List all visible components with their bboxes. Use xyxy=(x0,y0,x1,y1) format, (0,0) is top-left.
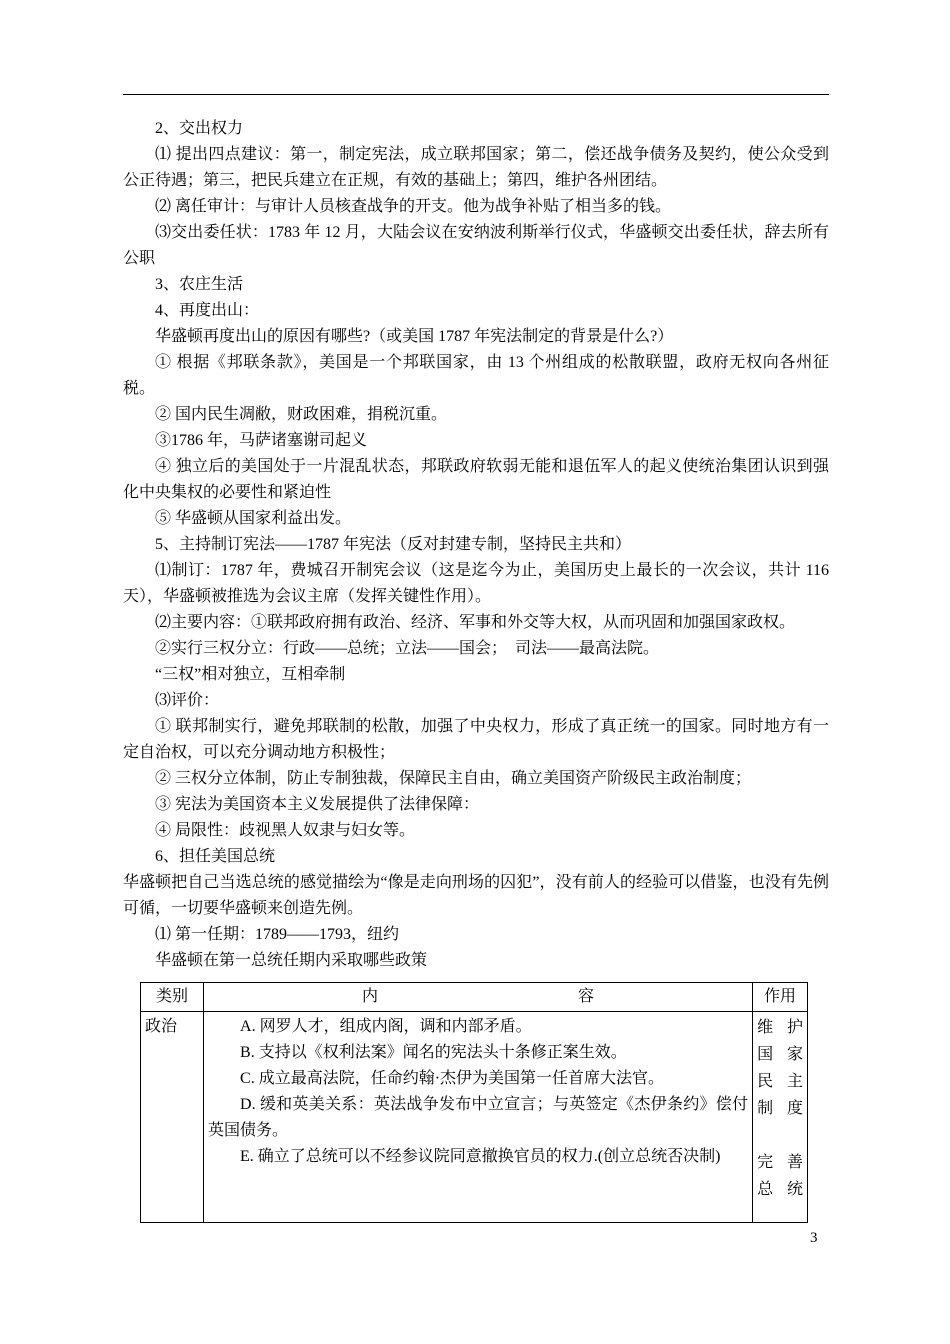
effect-line: 国 家 xyxy=(757,1046,803,1063)
policy-item: A. 网罗人才，组成内阁，调和内部矛盾。 xyxy=(240,1018,532,1035)
policy-item: E. 确立了总统可以不经参议院同意撤换官员的权力.(创立总统否决制) xyxy=(240,1148,721,1165)
header-rule xyxy=(123,94,829,95)
paragraph: ⑴ 第一任期：1789——1793，纽约 xyxy=(155,926,400,943)
table-cell-content xyxy=(204,1012,753,1223)
table-header-category: 类别 xyxy=(141,983,204,1012)
paragraph: 华盛顿再度出山的原因有哪些?（或美国 1787 年宪法制定的背景是什么?） xyxy=(155,328,674,345)
paragraph: ⑵主要内容：①联邦政府拥有政治、经济、军事和外交等大权，从而巩固和加强国家政权。 xyxy=(155,614,796,631)
page-number: 3 xyxy=(810,1230,818,1246)
document-content xyxy=(123,116,829,1223)
paragraph: ⑶交出委任状：1783 年 12 月，大陆会议在安纳波利斯举行仪式，华盛顿交出委任状，辞去所有公职 xyxy=(123,224,829,267)
table-cell-category: 政治 xyxy=(141,1012,204,1223)
paragraph: 5、主持制订宪法——1787 年宪法（反对封建专制，坚持民主共和） xyxy=(155,536,632,553)
policy-item: B. 支持以《权利法案》闻名的宪法头十条修正案生效。 xyxy=(240,1044,627,1061)
policy-table xyxy=(140,982,808,1223)
effect-line: 维 护 xyxy=(757,1019,803,1036)
paragraph: 4、再度出山： xyxy=(155,302,260,319)
paragraph: ② 三权分立体制，防止专制独裁，保障民主自由，确立美国资产阶级民主政治制度； xyxy=(155,770,752,787)
paragraph: 3、农庄生活 xyxy=(155,276,244,293)
table-cell-effect xyxy=(753,1012,808,1223)
paragraph: ④ 独立后的美国处于一片混乱状态，邦联政府软弱无能和退伍军人的起义使统治集团认识到强化中央集权的必要性和紧迫性 xyxy=(123,458,829,501)
paragraph: ⑤ 华盛顿从国家利益出发。 xyxy=(155,510,352,527)
paragraph: ① 根据《邦联条款》，美国是一个邦联国家，由 13 个州组成的松散联盟，政府无权向各州征税。 xyxy=(123,354,829,397)
table-header-effect: 作用 xyxy=(753,983,808,1012)
table-header-row xyxy=(141,983,808,1012)
paragraph: 华盛顿把自己当选总统的感觉描绘为“像是走向刑场的囚犯”，没有前人的经验可以借鉴，也没有先例可循，一切要华盛顿来创造先例。 xyxy=(123,874,829,917)
effect-line: 完 善 xyxy=(757,1154,803,1171)
paragraph: 6、担任美国总统 xyxy=(155,848,276,865)
table-header-content-right: 容 xyxy=(578,988,595,1005)
paragraph: ⑴ 提出四点建议：第一，制定宪法，成立联邦国家；第二，偿还战争债务及契约，使公众受到公正待遇；第三，把民兵建立在正规，有效的基础上；第四，维护各州团结。 xyxy=(123,146,829,189)
table-row xyxy=(141,1012,808,1223)
table-header-content-left: 内 xyxy=(362,988,379,1005)
paragraph: ⑴制订：1787 年，费城召开制宪会议（这是迄今为止，美国历史上最长的一次会议，共计 116 天），华盛顿被推选为会议主席（发挥关键性作用）。 xyxy=(123,562,829,605)
paragraph: ③1786 年，马萨诸塞谢司起义 xyxy=(155,432,368,449)
effect-line: 制度 xyxy=(757,1100,803,1117)
paragraph: 华盛顿在第一总统任期内采取哪些政策 xyxy=(155,952,428,969)
paragraph: ③ 宪法为美国资本主义发展提供了法律保障： xyxy=(155,796,480,813)
effect-line: 总统 xyxy=(757,1181,803,1198)
policy-item: D. 缓和英美关系：英法战争发布中立宣言；与英签定《杰伊条约》偿付英国债务。 xyxy=(208,1096,749,1139)
policy-item: C. 成立最高法院，任命约翰·杰伊为美国第一任首席大法官。 xyxy=(240,1070,665,1087)
paragraph: ⑶评价： xyxy=(155,692,220,709)
paragraph: ⑵ 离任审计：与审计人员核查战争的开支。他为战争补贴了相当多的钱。 xyxy=(155,198,672,215)
paragraph: ② 国内民生凋敝，财政困难，捐税沉重。 xyxy=(155,406,448,423)
paragraph: ②实行三权分立：行政——总统；立法——国会； 司法——最高法院。 xyxy=(155,640,660,657)
paragraph: 2、交出权力 xyxy=(155,120,244,137)
paragraph: ④ 局限性：歧视黑人奴隶与妇女等。 xyxy=(155,822,416,839)
paragraph: “三权”相对独立，互相牵制 xyxy=(155,666,346,683)
paragraph: ① 联邦制实行，避免邦联制的松散，加强了中央权力，形成了真正统一的国家。同时地方有一定自治权，可以充分调动地方积极性； xyxy=(123,718,829,761)
effect-line: 民 主 xyxy=(757,1073,803,1090)
table-header-content xyxy=(204,983,753,1012)
